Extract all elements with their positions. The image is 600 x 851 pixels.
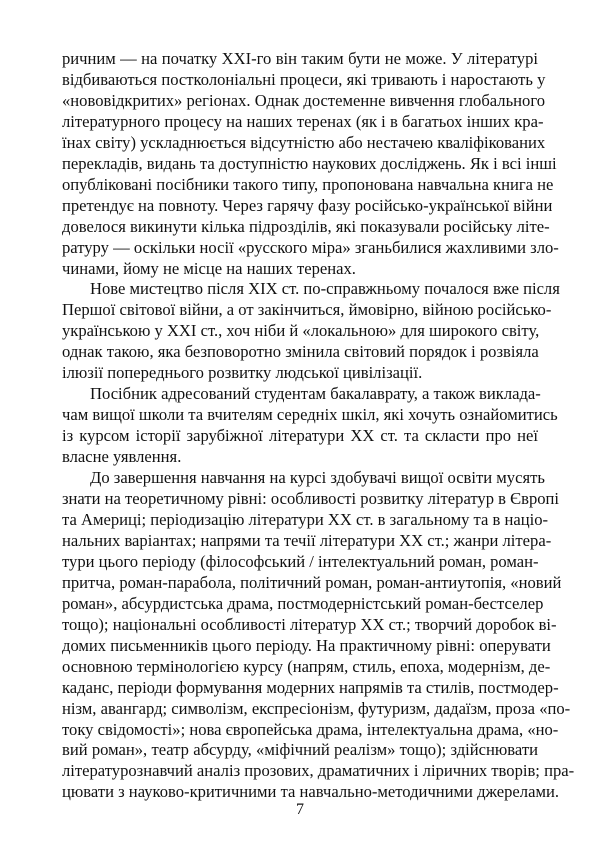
page-number: 7 xyxy=(296,801,304,818)
text-line: відбиваються постколоніальні процеси, які тривають і наростають у xyxy=(62,69,546,89)
text-line: літературознавчий аналіз прозових, драматичних і ліричних творів; пра- xyxy=(62,761,575,781)
text-line: чинами, йому не місце на наших теренах. xyxy=(62,258,356,278)
text-line: однак такою, яка безповоротно змінила світовий порядок і розвіяла xyxy=(62,342,539,362)
text-line: перекладів, видань та доступністю наукових досліджень. Як і всі інші xyxy=(62,153,557,173)
text-line: тощо); національні особливості літератур XX ст.; творчий доробок ві- xyxy=(62,614,557,634)
text-line: основною термінологією курсу (напрям, стиль, епоха, модернізм, де- xyxy=(62,656,551,676)
text-line: ратуру — оскільки носії «русского міра» зганьбилися жахливими зло- xyxy=(62,237,559,257)
text-line: довелося викинути кілька підрозділів, які показували російську літе- xyxy=(62,216,550,236)
text-line: літературного процесу на наших теренах (як і в багатьох інших кра- xyxy=(62,111,544,131)
text-line: тури цього періоду (філософський / інтелектуальний роман, роман- xyxy=(62,551,539,571)
text-line: опубліковані посібники такого типу, пропонована навчальна книга не xyxy=(62,174,554,194)
text-line: «нововідкритих» регіонах. Однак достеменне вивчення глобального xyxy=(62,90,546,110)
text-line: Нове мистецтво після XIX ст. по-справжньому почалося вже після xyxy=(90,279,560,299)
paragraph xyxy=(62,279,560,384)
text-line: До завершення навчання на курсі здобувачі вищої освіти мусять xyxy=(90,468,545,488)
paragraph xyxy=(62,384,558,468)
paragraph xyxy=(62,468,575,803)
paragraph xyxy=(62,49,559,279)
text-line: українською у XXI ст., хоч ніби й «локальною» для широкого світу, xyxy=(62,321,540,341)
text-line: току свідомості»; нова європейська драма, інтелектуальна драма, «но- xyxy=(62,719,559,739)
text-line: чам вищої школи та вчителям середніх шкіл, які хочуть ознайомитись xyxy=(62,405,558,425)
text-line: домих письменників цього періоду. На практичному рівні: оперувати xyxy=(62,635,551,655)
body-text xyxy=(62,49,575,803)
text-line: вий роман», театр абсурду, «міфічний реалізм» тощо); здійснювати xyxy=(62,740,538,760)
text-line: нізм, авангард; символізм, експресіонізм, футуризм, дадаїзм, проза «по- xyxy=(62,698,571,718)
text-line: власне уявлення. xyxy=(62,447,182,467)
text-line: роман», абсурдистська драма, постмодерністський роман-бестселер xyxy=(62,593,544,613)
text-line: їнах світу) ускладнюється відсутністю або нестачею кваліфікованих xyxy=(62,132,546,152)
text-line: претендує на повноту. Через гарячу фазу російсько-української війни xyxy=(62,195,553,215)
text-line: Посібник адресований студентам бакалаврату, а також виклада- xyxy=(90,384,541,404)
text-line: каданс, періоди формування модерних напрямів та стилів, постмодер- xyxy=(62,677,559,697)
text-line: ілюзії попереднього розвитку людської цивілізації. xyxy=(62,363,423,383)
text-line: нальних варіантах; напрями та течії літератури XX ст.; жанри літера- xyxy=(62,530,552,550)
text-line: притча, роман-парабола, політичний роман, роман-антиутопія, «новий xyxy=(62,572,562,592)
text-line: та Америці; періодизацію літератури XX ст. в загальному та в націо- xyxy=(62,509,549,529)
text-line: із курсом історії зарубіжної літератури XX ст. та скласти про неї xyxy=(62,426,538,446)
text-line: Першої світової війни, а от закінчиться, ймовірно, війною російсько- xyxy=(62,300,552,320)
text-line: цювати з науково-критичними та навчально-методичними джерелами. xyxy=(62,782,559,802)
text-line: ричним — на початку XXI-го він таким бути не може. У літературі xyxy=(62,49,538,68)
text-line: знати на теоретичному рівні: особливості розвитку літератур в Європі xyxy=(62,489,560,509)
